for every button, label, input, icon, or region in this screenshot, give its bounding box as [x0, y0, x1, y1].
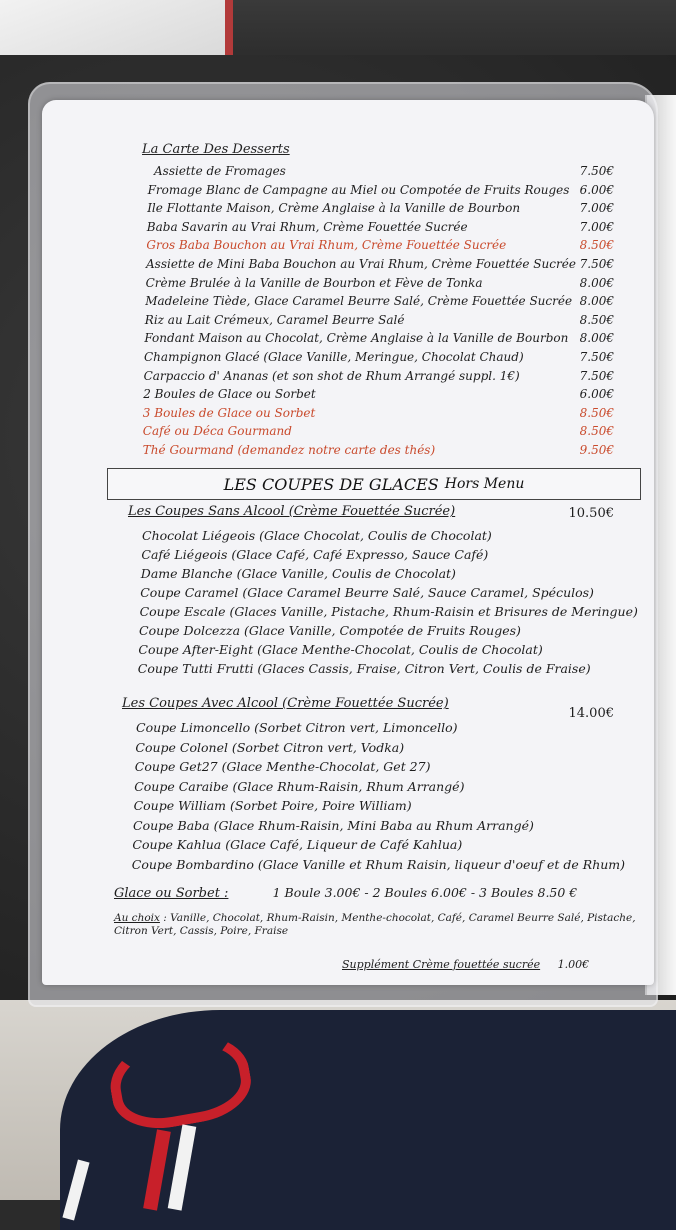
dessert-name: 3 Boules de Glace ou Sorbet	[142, 405, 316, 420]
dessert-price: 6.00€	[579, 387, 614, 402]
dessert-price: 8.50€	[579, 238, 614, 253]
coupe-item: Coupe Bombardino (Glace Vanille et Rhum Raisin, liqueur d'oeuf et de Rhum)	[131, 856, 626, 872]
supplement-price: 1.00€	[557, 958, 590, 971]
dessert-name: Thé Gourmand (demandez notre carte des thés)	[142, 443, 436, 457]
coupe-item: Coupe After-Eight (Glace Menthe-Chocolat, Coulis de Chocolat)	[138, 642, 543, 657]
dessert-name: Champignon Glacé (Glace Vanille, Meringue, Chocolat Chaud)	[144, 350, 524, 364]
coupe-item: Coupe Escale (Glaces Vanille, Pistache, Rhum-Raisin et Brisures de Meringue)	[139, 604, 638, 619]
coupe-item: Coupe Caraibe (Glace Rhum-Raisin, Rhum Arrangé)	[134, 778, 465, 794]
sans-alcool-heading: Les Coupes Sans Alcool (Crème Fouettée Sucrée)	[128, 504, 456, 519]
coupe-item: Coupe Tutti Frutti (Glaces Cassis, Fraise, Citron Vert, Coulis de Fraise)	[137, 661, 591, 676]
avec-alcool-heading: Les Coupes Avec Alcool (Crème Fouettée Sucrée)	[122, 696, 449, 711]
coupe-item: Coupe Colonel (Sorbet Citron vert, Vodka)	[135, 739, 405, 755]
dessert-name: Baba Savarin au Vrai Rhum, Crème Fouettée Sucrée	[146, 219, 468, 234]
dessert-price: 8.50€	[579, 312, 614, 327]
dessert-price: 7.50€	[579, 350, 614, 364]
choix-text: : Vanille, Chocolat, Rhum-Raisin, Menthe-chocolat, Café, Caramel Beurre Salé, Pistache, Citron Vert, Cassis, Poire, Fraise	[114, 912, 636, 937]
dessert-row	[42, 238, 654, 255]
coupe-item: Coupe Kahlua (Glace Café, Liqueur de Café Kahlua)	[132, 837, 463, 852]
avec-alcool-price: 14.00€	[568, 706, 614, 721]
dessert-row	[42, 201, 654, 218]
dessert-row	[42, 183, 654, 200]
menu-page	[42, 100, 654, 985]
coupe-item: Café Liégeois (Glace Café, Café Expresso, Sauce Café)	[141, 547, 489, 562]
dessert-price: 8.00€	[579, 331, 614, 346]
coupe-item: Coupe William (Sorbet Poire, Poire William)	[133, 798, 412, 813]
dessert-price: 8.00€	[579, 294, 614, 309]
coupe-item: Coupe Get27 (Glace Menthe-Chocolat, Get 27)	[134, 759, 431, 774]
dessert-row	[42, 350, 654, 367]
coupe-item: Dame Blanche (Glace Vanille, Coulis de Chocolat)	[140, 566, 456, 581]
dessert-name: Fromage Blanc de Campagne au Miel ou Compotée de Fruits Rouges	[147, 182, 570, 197]
choix-label: Au choix	[114, 912, 160, 924]
dessert-name: Gros Baba Bouchon au Vrai Rhum, Crème Fouettée Sucrée	[146, 238, 507, 253]
dessert-price: 8.50€	[579, 424, 614, 439]
coupe-item: Chocolat Liégeois (Glace Chocolat, Coulis de Chocolat)	[142, 528, 492, 543]
dessert-price: 8.00€	[579, 275, 614, 290]
dessert-name: Madeleine Tiède, Glace Caramel Beurre Salé, Crème Fouettée Sucrée	[145, 294, 573, 309]
dessert-name: Crème Brulée à la Vanille de Bourbon et Fève de Tonka	[145, 275, 483, 290]
dessert-row	[42, 331, 654, 348]
dessert-row	[42, 257, 654, 274]
dessert-name: Carpaccio d' Ananas (et son shot de Rhum Arrangé suppl. 1€)	[143, 368, 520, 383]
dessert-price: 9.50€	[579, 443, 614, 457]
dessert-row	[42, 369, 654, 386]
coupe-item: Coupe Caramel (Glace Caramel Beurre Salé, Sauce Caramel, Spéculos)	[140, 585, 594, 600]
glace-sorbet-prices: 1 Boule 3.00€ - 2 Boules 6.00€ - 3 Boules 8.50 €	[272, 885, 578, 900]
sans-alcool-price: 10.50€	[568, 506, 614, 521]
dessert-price: 7.00€	[579, 201, 614, 216]
dessert-row	[42, 443, 654, 460]
dessert-price: 6.00€	[579, 182, 614, 197]
dessert-name: Ile Flottante Maison, Crème Anglaise à la Vanille de Bourbon	[147, 201, 521, 216]
coupes-title: LES COUPES DE GLACES	[223, 474, 439, 494]
dessert-price: 7.00€	[579, 219, 614, 234]
dessert-row	[42, 313, 654, 330]
coupe-item: Coupe Dolcezza (Glace Vanille, Compotée de Fruits Rouges)	[139, 623, 521, 638]
supplement-line	[342, 958, 589, 971]
napkin	[0, 0, 230, 58]
glace-sorbet-label: Glace ou Sorbet :	[114, 886, 229, 901]
desserts-title: La Carte Des Desserts	[142, 142, 290, 157]
dessert-name: Assiette de Fromages	[154, 164, 286, 178]
dessert-name: Riz au Lait Crémeux, Caramel Beurre Salé	[144, 312, 405, 327]
dessert-row	[42, 294, 654, 311]
dessert-name: Assiette de Mini Baba Bouchon au Vrai Rhum, Crème Fouettée Sucrée	[146, 257, 576, 271]
coupe-item: Coupe Baba (Glace Rhum-Raisin, Mini Baba au Rhum Arrangé)	[133, 817, 534, 833]
dessert-price: 7.50€	[579, 257, 614, 271]
dessert-name: 2 Boules de Glace ou Sorbet	[143, 387, 316, 402]
choix-line	[114, 912, 644, 938]
supplement-label: Supplément Crème fouettée sucrée	[342, 958, 541, 971]
napkin-edge	[225, 0, 233, 60]
dessert-price: 8.50€	[579, 405, 614, 420]
glace-sorbet-line	[114, 885, 577, 901]
dessert-price: 7.50€	[579, 368, 614, 383]
coupes-title-suffix: Hors Menu	[444, 476, 525, 492]
coupes-banner	[107, 468, 641, 500]
dessert-row	[42, 387, 654, 404]
dessert-row	[42, 164, 654, 181]
dessert-price: 7.50€	[579, 164, 614, 178]
dessert-name: Fondant Maison au Chocolat, Crème Anglaise à la Vanille de Bourbon	[144, 331, 569, 346]
dessert-row	[42, 220, 654, 237]
dessert-row	[42, 406, 654, 423]
dessert-row	[42, 424, 654, 441]
coupe-item: Coupe Limoncello (Sorbet Citron vert, Limoncello)	[136, 720, 458, 735]
dessert-row	[42, 276, 654, 293]
dessert-name: Café ou Déca Gourmand	[142, 424, 292, 439]
